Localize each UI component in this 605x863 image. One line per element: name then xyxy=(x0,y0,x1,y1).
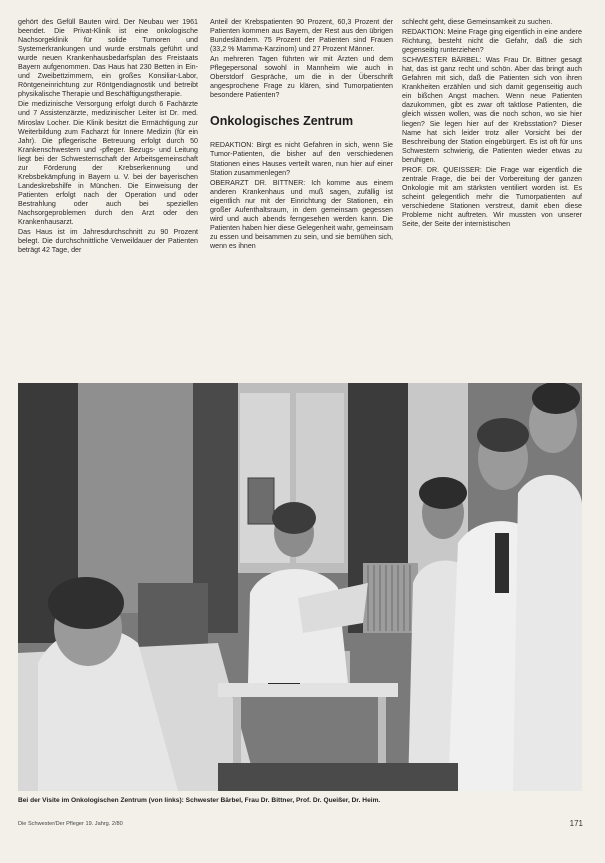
text-column-1 xyxy=(18,18,198,388)
ward-round-photo xyxy=(18,383,582,791)
paragraph: REDAKTION: Birgt es nicht Gefahren in sich, wenn Sie Tumor-Patienten, die bisher auf den verschiedenen Stationen eines Hauses verteilt waren, nun hier auf einer Station zusammenlegen? xyxy=(210,141,393,177)
paragraph: gehört des Gefüll Bauten wird. Der Neubau wer 1961 beendet. Die Privat-Klinik ist eine onkologische Nachsorgeklinik für solide Tumoren und Systemerkrankungen und wurde erstmals geführt und wurde neuen Krankenhausbedarfsplan des Freistaats Bayern aufgenommen. Das Haus hat 230 Betten in Ein- und Zweibettzimmern, ein großes Konsiliar-Labor, Röntgeneinrichtung zur Röntgendiagnostik und betreibt physikalische Therapie und Beschäftigungstherapie. xyxy=(18,18,198,99)
paragraph: PROF. DR. QUEISSER: Die Frage war eigentlich die zentrale Frage, die bei der Vorbereitung der ganzen Onkologie mit am stärksten ventiliert worden ist. Es scheint gelegentlich mehr die Tumorpatienten auf verschiedene Stationen verstreut, damit eben diese Probleme nicht auftreten. Wir mussten von unserer Seite, der Seite der internistischen xyxy=(402,165,582,229)
paragraph: REDAKTION: Meine Frage ging eigentlich in eine andere Richtung, besteht nicht die Gefahr, daß die sich gegenseitig runterziehen? xyxy=(402,28,582,55)
paragraph: SCHWESTER BÄRBEL: Was Frau Dr. Bittner gesagt hat, das ist ganz recht und schön. Aber das bringt auch Gefahren mit sich, daß die Patienten sich von ihren Krankheiten erzählen und sich damit gegenseitig auch ein bißchen Angst machen. Wenn neue Patienten dazukommen, gibt es zwar oft taktlose Patienten, die gleich wissen wollen, was die noch schon, wo sie hier liegen? Sie legen hier auf der Krebsstation? Dieser Name hat sich leider trotz aller Vorsicht bei der Beschreibung der Station eingebürgert. Es ist oft für uns Schwestern schwierig, die Patienten wieder etwas zu beruhigen. xyxy=(402,56,582,164)
text-column-2 xyxy=(210,18,393,388)
paragraph: schlecht geht, diese Gemeinsamkeit zu suchen. xyxy=(402,18,553,26)
paragraph: Die medizinische Versorgung erfolgt durch 6 Fachärzte und 7 Assistenzärzte, medizinischer Leiter ist Dr. med. Miroslav Locher. Die Klinik besitzt die Ermächtigung zur Weiterbildung zum Facharzt für Innere Medizin (für ein Jahr). Die pflegerische Betreuung erfolgt durch 50 Krankenschwestern und -pfleger. Bezugs- und Leitung liegt bei der Schwesternschaft der Arbeitsgemeinschaft zur Förderung der Krebserkennung und Krebsbekämpfung in Bayern u. V. bei der bayerischen Landeskrebshilfe in München. Die Einweisung der Patienten erfolgt nach der Operation und oder Bestrahlung oder auch bei speziellen Nachsorgeproblemen durch den Arzt oder den Krankenhausarzt. xyxy=(18,100,198,227)
text-column-3 xyxy=(402,18,582,388)
paragraph: Anteil der Krebspatienten 90 Prozent, 60,3 Prozent der Patienten kommen aus Bayern, der Rest aus den übrigen Bundesländern. 75 Prozent der Patienten sind Frauen (33,2 % Mamma-Karzinom) und 27 Prozent Männer. xyxy=(210,18,393,54)
photo-caption: Bei der Visite im Onkologischen Zentrum (von links): Schwester Bärbel, Frau Dr. Bittner, Prof. Dr. Queißer, Dr. Heim. xyxy=(18,797,381,804)
paragraph: Das Haus ist im Jahresdurchschnitt zu 90 Prozent belegt. Die durchschnittliche Verweildauer der Patienten beträgt 42 Tage, der xyxy=(18,228,198,255)
paragraph: An mehreren Tagen führten wir mit Ärzten und dem Pflegepersonal sowohl in Mannheim wie auch in Oberstdorf Gespräche, um die in der Überschrift angesprochene Frage zu klären, sind Tumorpatienten besondere Patienten? xyxy=(210,55,393,100)
publication-source: Die Schwester/Der Pfleger 19. Jahrg. 2/80 xyxy=(18,821,123,827)
page-number: 171 xyxy=(569,819,583,828)
paragraph: OBERARZT DR. BITTNER: Ich komme aus einem anderen Krankenhaus und muß sagen, zufällig ist eigentlich nur mit der Einrichtung der Stationen, ein großer Aufenthaltsraum, in dem gemeinsam gegessen wird und auch abends ferngesehen werden kann. Die Patienten haben hier diese Gelegenheit wahr, gemeinsam zu essen und beisammen zu sein, und sie bemühen sich, wenn es ihnen xyxy=(210,178,393,250)
section-heading: Onkologisches Zentrum xyxy=(210,114,354,129)
